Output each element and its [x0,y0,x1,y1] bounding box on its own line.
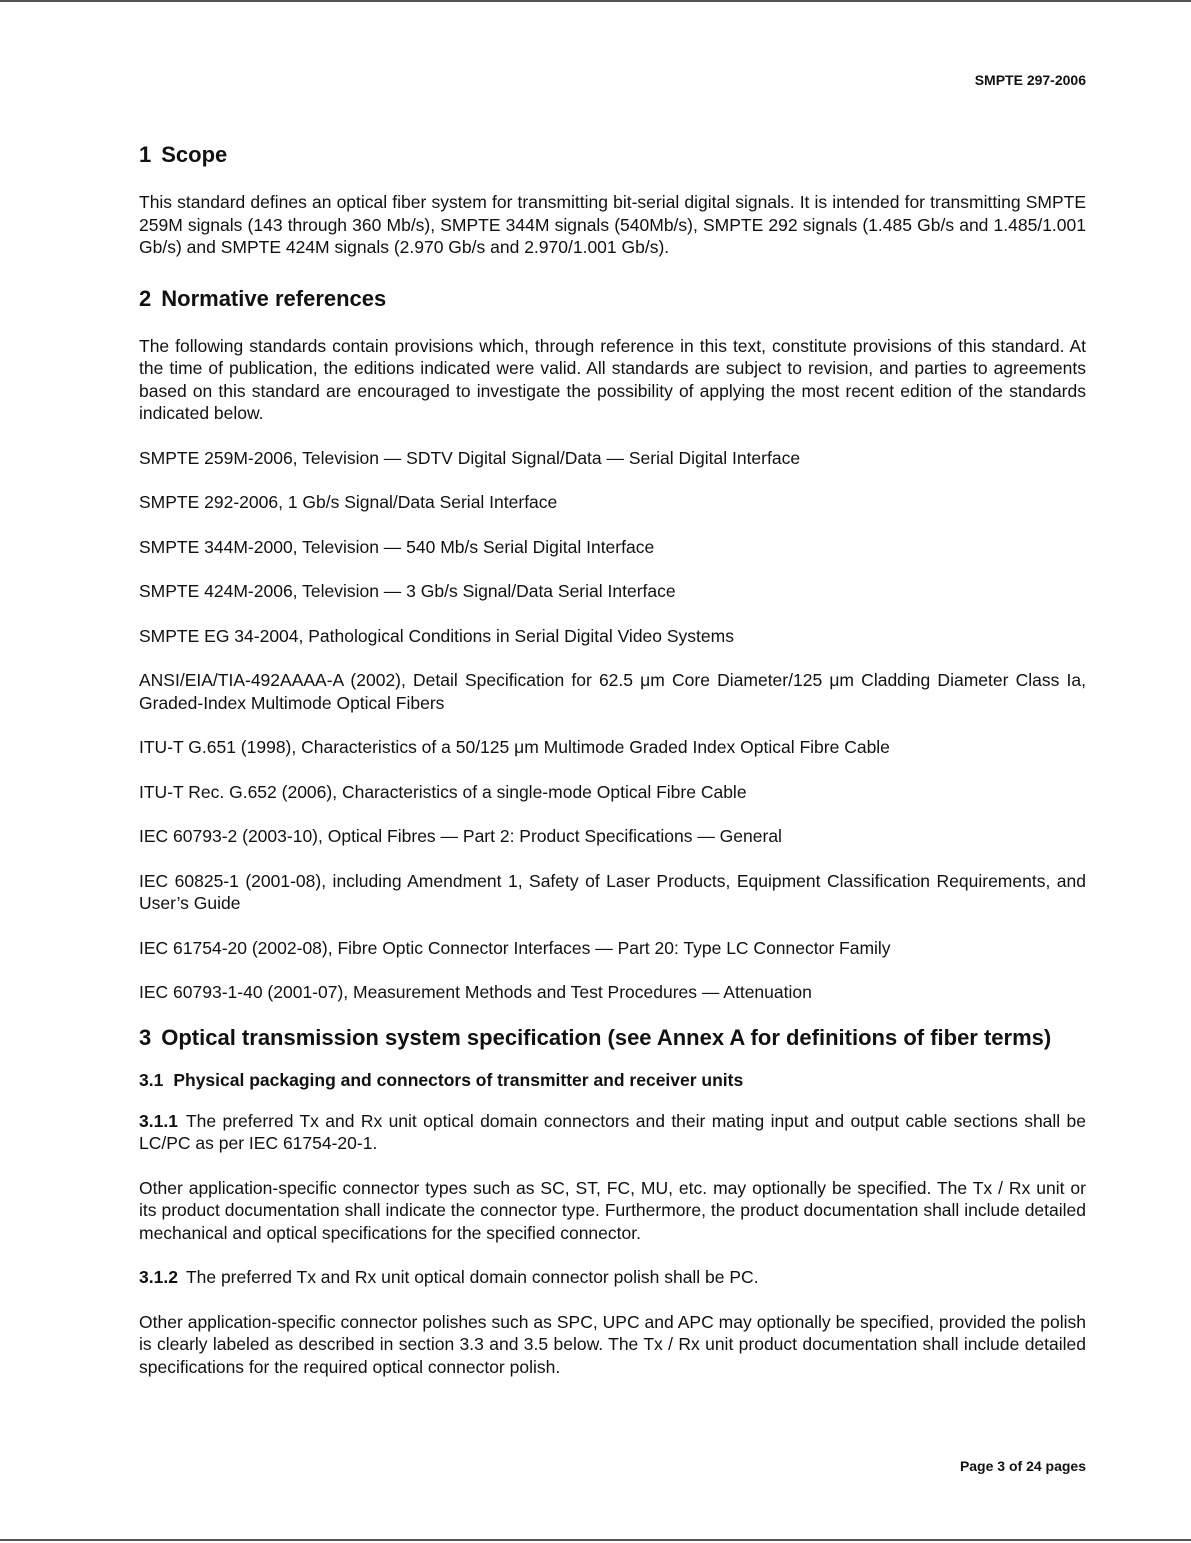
page-content [139,139,1086,1400]
reference-item: IEC 60825-1 (2001-08), including Amendment 1, Safety of Laser Products, Equipment Classification Requirements, and User’s Guide [139,870,1086,913]
reference-item: ITU-T G.651 (1998), Characteristics of a 50/125 μm Multimode Graded Index Optical Fibre Cable [139,737,890,757]
section-title: Optical transmission system specification (see Annex A for definitions of fiber terms) [161,1024,1052,1050]
clause-number: 3.1.2 [139,1267,178,1287]
scope-paragraph: This standard defines an optical fiber system for transmitting bit-serial digital signals. It is intended for transmitting SMPTE 259M signals (143 through 360 Mb/s), SMPTE 344M signals (540Mb/s), SMPTE 292 signals (1.485 Gb/s and 1.485/1.001 Gb/s) and SMPTE 424M signals (2.970 Gb/s and 2.970/1.001 Gb/s). [139,192,1086,257]
clause-3-1-2 [139,1266,1086,1289]
reference-item: SMPTE 424M-2006, Television — 3 Gb/s Signal/Data Serial Interface [139,581,676,601]
clause-number: 3.1.1 [139,1110,178,1131]
reference-item: IEC 60793-1-40 (2001-07), Measurement Methods and Test Procedures — Attenuation [139,982,812,1002]
clause-3-1-1 [139,1110,1086,1155]
subsection-3-1-heading [139,1068,1086,1092]
reference-item: SMPTE 259M-2006, Television — SDTV Digital Signal/Data — Serial Digital Interface [139,447,801,468]
reference-item: IEC 60793-2 (2003-10), Optical Fibres — Part 2: Product Specifications — General [139,826,782,846]
section-3-heading [139,1022,1086,1054]
clause-3-1-2-paragraph: Other application-specific connector polishes such as SPC, UPC and APC may optionally be specified, provided the polish is clearly labeled as described in section 3.3 and 3.5 below. The Tx / Rx unit product documentation shall include detailed specifications for the required optical connector polish. [139,1311,1086,1377]
section-title: Normative references [161,285,387,311]
reference-item: SMPTE 292-2006, 1 Gb/s Signal/Data Serial Interface [139,492,558,512]
section-title: Scope [161,142,228,167]
top-rule [0,0,1191,2]
page-number: Page 3 of 24 pages [959,1458,1086,1474]
bottom-rule [0,1539,1191,1541]
reference-item: SMPTE EG 34-2004, Pathological Conditions in Serial Digital Video Systems [139,625,734,646]
reference-item: SMPTE 344M-2000, Television — 540 Mb/s Serial Digital Interface [139,536,655,557]
normative-intro-paragraph: The following standards contain provisions which, through reference in this text, constitute provisions of this standard. At the time of publication, the editions indicated were valid. All standards are subject to revision, and parties to agreements based on this standard are encouraged to investigate the possibility of applying the most recent edition of the standards indicated below. [139,335,1086,423]
section-number: 2 [139,285,152,311]
clause-3-1-1-paragraph: Other application-specific connector types such as SC, ST, FC, MU, etc. may optionally be specified. The Tx / Rx unit or its product documentation shall indicate the connector type. Furthermore, the product documentation shall include detailed mechanical and optical specifications for the specified connector. [139,1177,1086,1243]
section-1-heading [139,139,1086,171]
clause-text: The preferred Tx and Rx unit optical domain connectors and their mating input and output cable sections shall be LC/PC as per IEC 61754-20-1. [139,1110,1086,1153]
section-number: 1 [139,142,152,167]
subsection-number: 3.1 [139,1069,164,1090]
section-number: 3 [139,1024,152,1050]
reference-item: ITU-T Rec. G.652 (2006), Characteristics of a single-mode Optical Fibre Cable [139,781,747,802]
document-id: SMPTE 297-2006 [974,72,1086,88]
section-2-heading [139,283,1086,315]
clause-text: The preferred Tx and Rx unit optical domain connector polish shall be PC. [185,1267,759,1287]
reference-item: IEC 61754-20 (2002-08), Fibre Optic Connector Interfaces — Part 20: Type LC Connector Family [139,937,891,958]
reference-item: ANSI/EIA/TIA-492AAAA-A (2002), Detail Specification for 62.5 μm Core Diameter/125 μm Cladding Diameter Class Ia, Graded-Index Multimode Optical Fibers [139,670,1086,713]
subsection-title: Physical packaging and connectors of transmitter and receiver units [173,1069,744,1090]
